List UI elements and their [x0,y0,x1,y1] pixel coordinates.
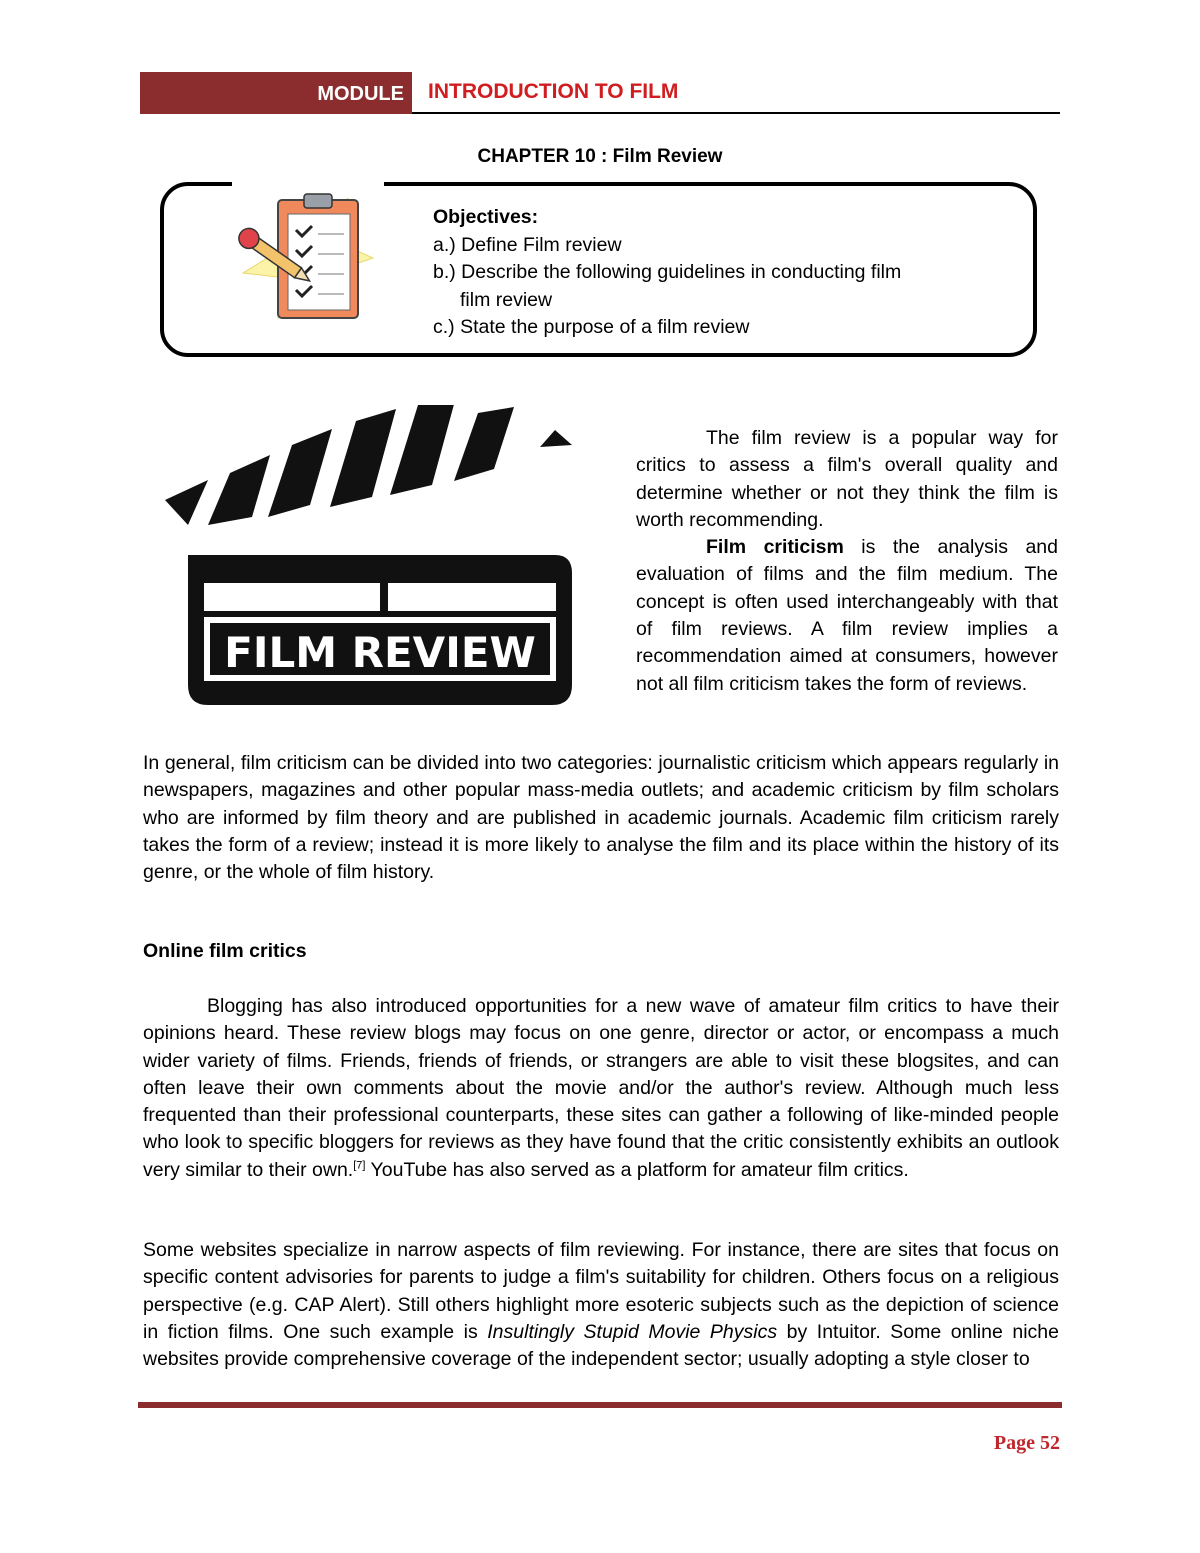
film-criticism-term: Film criticism [706,536,844,559]
objectives-heading: Objectives: [433,206,539,228]
intro-text [636,425,1058,698]
chapter-title: CHAPTER 10 : Film Review [477,146,723,167]
paragraph-text: In general, film criticism can be divided into two categories: journalistic criticism which appears regularly in newspapers, magazines and other popular mass-media outlets; and academic criticism by film scholars who are informed by film theory and are published in academic journals. Academic film criticism rarely takes the form of a review; instead it is more likely to analyse the film and its place within the history of its genre, or the whole of film history. [143,752,1059,884]
paragraph-text: Some websites specialize in narrow aspects of film reviewing. For instance, there are sites that focus on specific content advisories for parents to judge a film's suitability for children. Others focus on a religious perspective (e.g. CAP Alert). Still others highlight more esoteric subjects such as the depiction of science in fiction films. One such example is [143,1239,1059,1343]
paragraph-text: YouTube has also served as a platform for amateur film critics. [365,1158,909,1181]
module-label: MODULE [140,72,412,114]
objectives-list [433,204,901,342]
intro-paragraph-rest: is the analysis and evaluation of films and the film medium. The concept is often used interchangeably with that of film reviews. A film review implies a recommendation aimed at consumers, however not all film criticism takes the form of reviews. [636,536,1058,695]
clapperboard-label: FILM REVIEW [224,628,536,677]
section-heading: Online film critics [143,940,307,962]
footer-divider [138,1402,1062,1408]
paragraph-websites [143,1237,1059,1373]
objective-item: c.) State the purpose of a film review [433,316,750,338]
clipboard-icon [228,178,388,338]
reference-link[interactable]: [7] [353,1159,366,1172]
paragraph-general [143,750,1059,886]
objective-item-continued: film review [460,288,553,311]
clapperboard-image [160,405,580,725]
objective-item: a.) Define Film review [433,233,622,256]
paragraph-online [143,993,1059,1184]
intro-paragraph [636,534,1058,698]
objective-item: b.) Describe the following guidelines in conducting film [433,261,902,283]
italic-title: Insultingly Stupid Movie Physics [487,1320,778,1343]
header-divider [412,112,1060,114]
paragraph-text: Blogging has also introduced opportunities for a new wave of amateur film critics to have their opinions heard. These review blogs may focus on one genre, director or actor, or encompass a much wider variety of films. Friends, friends of friends, or strangers are able to visit these blogsites, and can often leave their own comments about the movie and/or the author's review. Although much less frequented than their professional counterparts, these sites can gather a following of like-minded people who look to specific bloggers for reviews as they have found that the critic consistently exhibits an outlook very similar to their own. [143,995,1059,1181]
paragraph-text: by Intuitor. Some online niche websites provide comprehensive coverage of the independent sector; usually adopting a style closer to [143,1320,1059,1371]
page-number: Page 52 [993,1432,1060,1454]
intro-paragraph: The film review is a popular way for critics to assess a film's overall quality and determine whether or not they think the film is worth recommending. [636,427,1058,531]
module-title: INTRODUCTION TO FILM [428,80,679,103]
